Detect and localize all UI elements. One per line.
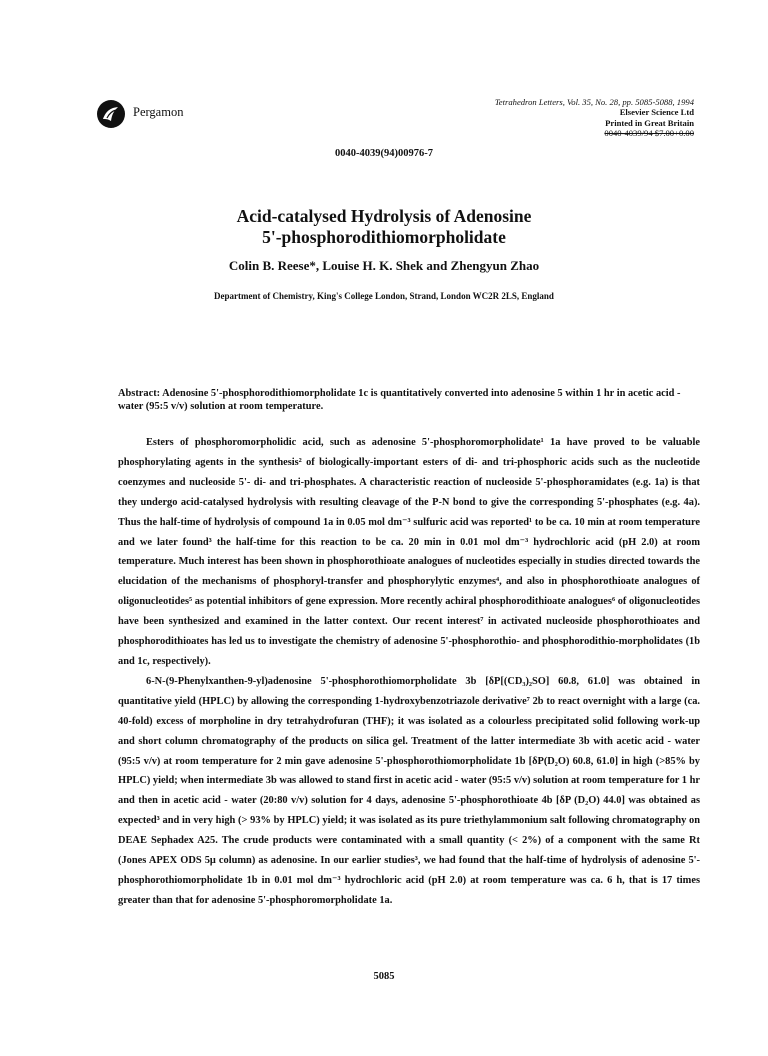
paragraph-2: 6-N-(9-Phenylxanthen-9-yl)adenosine 5'-phosphorothiomorpholidate 3b [δP[(CD₃)₂SO] 60.8, 61.0] was obtained in quantitative yield (HPLC) by allowing the corresponding 1-hydroxybenzotriazole derivative⁷ 2b to react overnight with a large (ca. 40-fold) excess of morpholine in dry tetrahydrofuran (THF); it was isolated as a colourless precipitated solid following work-up and short column chromatography of the products on silica gel. Treatment of the latter intermediate 3b with acetic acid - water (95:5 v/v) at room temperature for 2 min gave adenosine 5'-phosphorothiomorpholidate 1b [δP(D₂O) 60.8, 61.0] in high (>85% by HPLC) yield; when intermediate 3b was allowed to stand first in acetic acid - water (95:5 v/v) solution at room temperature for 1 hr and then in acetic acid - water (20:80 v/v) solution for 4 days, adenosine 5'-phosphorothioate 4b [δP (D₂O) 44.0] was obtained as expected³ and in very high (> 93% by HPLC) yield; it was isolated as its pure triethylammonium salt following chromatography on DEAE Sephadex A25. The crude products were contaminated with a small quantity (< 2%) of a component with the same Rt (Jones APEX ODS 5μ column) as adenosine. In our earlier studies³, we had found that the half-time of hydrolysis of adenosine 5'-phosphorothiomorpholidate 1b in 0.01 mol dm⁻³ hydrochloric acid (pH 2.0) at room temperature was ca. 6 h, that is 17 times greater than that for adenosine 5'-phosphoromorpholidate 1a. xyxy=(118,675,700,906)
pergamon-logo-icon xyxy=(96,99,126,129)
publisher-name: Pergamon xyxy=(133,105,184,119)
paragraph-1: Esters of phosphoromorpholidic acid, such as adenosine 5'-phosphoromorpholidate¹ 1a have proved to be valuable phosphorylating agents in the synthesis² of biologically-important esters of di- and tri-phosphoric acids such as the nucleotide coenzymes and nucleoside 5'- di- and tri-phosphates. A characteristic reaction of nucleoside 5'-phosphoramidates (e.g. 1a) is that they undergo acid-catalysed hydrolysis with resulting cleavage of the P-N bond to give the corresponding 5'-phosphates (e.g. 4a). Thus the half-time of hydrolysis of compound 1a in 0.05 mol dm⁻³ sulfuric acid was reported¹ to be ca. 10 min at room temperature and we later found³ the half-time for this reaction to be ca. 20 min in 0.01 mol dm⁻³ hydrochloric acid (pH 2.0) at room temperature. Much interest has been shown in phosphorothioate analogues of nucleotides especially in studies directed towards the elucidation of the mechanisms of phosphoryl-transfer and phosphorylytic enzymes⁴, and also in phosphorothioate analogues of oligonucleotides⁵ as potential inhibitors of gene expression. More recently achiral phosphorodithioate analogues⁶ of oligonucleotides have been synthesized and examined in the latter context. Our recent interest⁷ in activated nucleoside phosphorothioates and phosphorodithioates has led us to investigate the chemistry of adenosine 5'-phosphorothio- and phosphorodithio-morpholidates (1b and 1c, respectively). xyxy=(118,437,700,667)
body-text xyxy=(118,433,700,911)
page-number: 5085 xyxy=(373,971,395,982)
author-list: Colin B. Reese*, Louise H. K. Shek and Zhengyun Zhao xyxy=(228,258,540,273)
title-line-1: Acid-catalysed Hydrolysis of Adenosine xyxy=(236,206,532,226)
journal-line-1: Tetrahedron Letters, Vol. 35, No. 28, pp. 5085-5088, 1994 xyxy=(494,97,694,107)
journal-line-2: Elsevier Science Ltd xyxy=(619,107,694,118)
paper-title xyxy=(0,206,768,248)
affiliation: Department of Chemistry, King's College London, Strand, London WC2R 2LS, England xyxy=(214,291,554,301)
doi-code: 0040-4039(94)00976-7 xyxy=(335,148,433,159)
title-line-2: 5'-phosphorodithiomorpholidate xyxy=(262,227,506,247)
journal-line-4: 0040-4039/94 $7.00+0.00 xyxy=(604,128,694,139)
journal-citation xyxy=(495,97,694,139)
abstract: Abstract: Adenosine 5'-phosphorodithiomorpholidate 1c is quantitatively converted into adenosine 5 within 1 hr in acetic acid - water (95:5 v/v) solution at room temperature. xyxy=(118,388,681,412)
journal-line-3: Printed in Great Britain xyxy=(605,117,694,128)
